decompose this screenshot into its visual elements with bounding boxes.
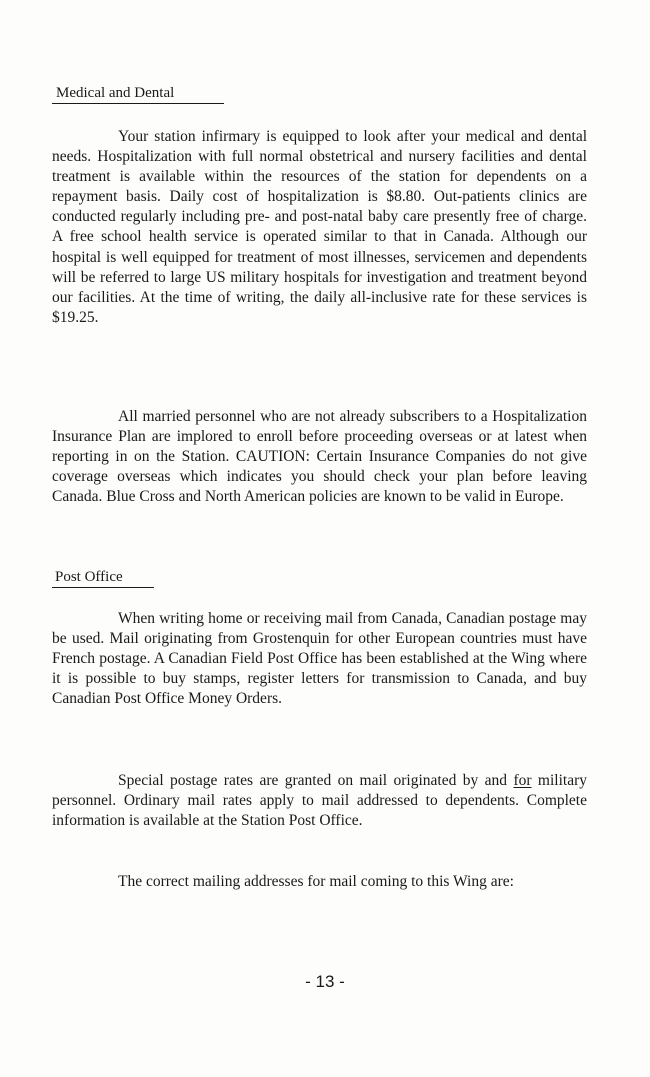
text-run: Special postage rates are granted on mail originated by and (118, 772, 514, 789)
section-heading-medical-dental: Medical and Dental (56, 85, 175, 101)
paragraph-canadian-postage: When writing home or receiving mail from Canada, Canadian postage may be used. Mail originating from Grostenquin for other European countries must have French postage. A Canadian Field Post Office has been established at the Wing where it is possible to buy stamps, register letters for transmission to Canada, and buy Canadian Post Office Money Orders. (52, 610, 587, 708)
page-number: - 13 - (305, 972, 345, 991)
heading-underline (52, 103, 224, 104)
heading-underline (52, 587, 154, 588)
paragraph-mailing-addresses: The correct mailing addresses for mail coming to this Wing are: (118, 873, 514, 890)
section-heading-post-office: Post Office (55, 569, 123, 585)
paragraph-special-postage-rates (52, 771, 587, 831)
text-run: military personnel. Ordinary mail rates apply to mail addressed to dependents. Complete information is available at the Station Post Office. (52, 772, 587, 830)
paragraph-hospitalization-insurance: All married personnel who are not already subscribers to a Hospitalization Insurance Plan are implored to enroll before proceeding overseas or at latest when reporting in on the Station. CAUTION: Certain Insurance Companies do not give coverage overseas which indicates you should check your plan before leaving Canada. Blue Cross and North American policies are known to be valid in Europe. (52, 408, 587, 506)
emphasized-word: for (513, 772, 532, 789)
paragraph-medical-facilities: Your station infirmary is equipped to look after your medical and dental needs. Hospitalization with full normal obstetrical and nursery facilities and dental treatment is available within the resources of the station for dependents on a repayment basis. Daily cost of hospitalization is $8.80. Out-patients clinics are conducted regularly including pre- and post-natal baby care presently free of charge. A free school health service is operated similar to that in Canada. Although our hospital is well equipped for treatment of most illnesses, servicemen and dependents will be referred to large US military hospitals for investigation and treatment beyond our facilities. At the time of writing, the daily all-inclusive rate for these services is $19.25. (52, 128, 587, 326)
